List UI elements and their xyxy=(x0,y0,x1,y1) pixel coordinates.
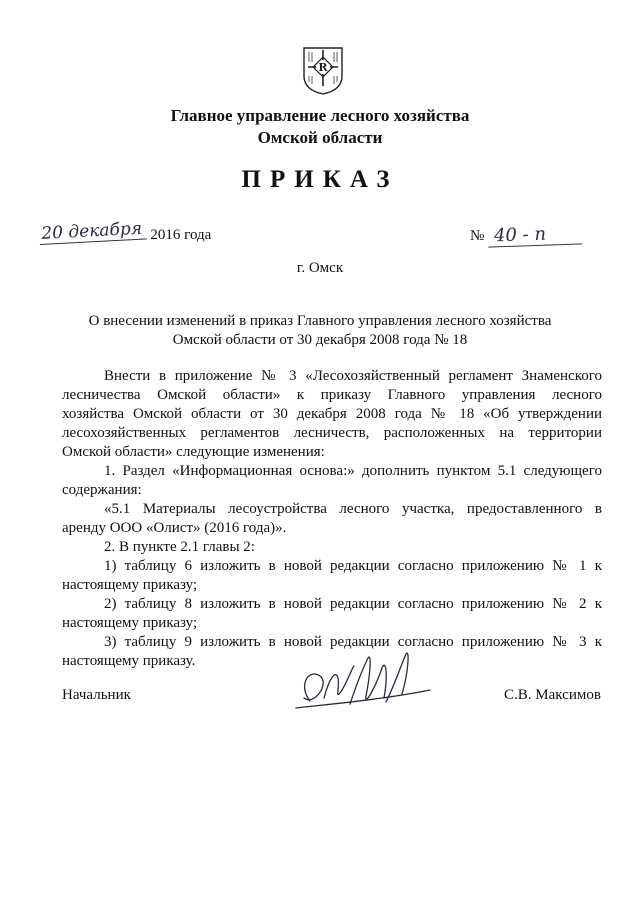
subject-line-2: Омской области от 30 декабря 2008 года № 18 xyxy=(172,332,468,348)
document-title: ПРИКАЗ xyxy=(241,166,399,193)
body-line: аренду ООО «Олист» (2016 года)». xyxy=(62,520,287,536)
body-line: «5.1 Материалы лесоустройства лесного участка, предоставленного в xyxy=(104,501,602,517)
number-sign: № xyxy=(470,228,485,244)
handwritten-signature xyxy=(290,646,440,726)
date-year: 2016 года xyxy=(150,227,212,243)
body-line: настоящему приказу. xyxy=(62,653,196,669)
organization-name-line1: Главное управление лесного хозяйства xyxy=(170,106,470,125)
body-line: лесничества Омской области» к приказу Главного управления лесного xyxy=(62,387,602,403)
body-line: настоящему приказу; xyxy=(62,577,198,593)
signatory-position: Начальник xyxy=(62,687,131,703)
organization-name-line2: Омской области xyxy=(257,128,383,147)
document-date xyxy=(40,218,212,245)
body-line: 3) таблицу 9 изложить в новой редакции согласно приложению № 3 к xyxy=(104,634,602,650)
body-line: настоящему приказу; xyxy=(62,615,198,631)
body-line: 1) таблицу 6 изложить в новой редакции согласно приложению № 1 к xyxy=(104,558,602,574)
signatory-name: С.В. Максимов xyxy=(504,687,601,703)
body-line: хозяйства Омской области от 30 декабря 2008 года № 18 «Об утверждении xyxy=(62,406,602,422)
svg-text:R: R xyxy=(318,61,328,74)
body-line: Внести в приложение № 3 «Лесохозяйственный регламент Знаменского xyxy=(104,368,602,384)
body-line: содержания: xyxy=(62,482,142,498)
body-line: Омской области» следующие изменения: xyxy=(62,444,325,460)
handwritten-number: 40 - п xyxy=(488,222,583,247)
subject-line-1: О внесении изменений в приказ Главного управления лесного хозяйства xyxy=(88,313,552,329)
body-line: лесохозяйственных регламентов лесничеств, расположенных на территории xyxy=(62,425,602,441)
body-line: 2. В пункте 2.1 главы 2: xyxy=(104,539,255,555)
handwritten-date: 20 декабря xyxy=(39,218,147,245)
body-line: 2) таблицу 8 изложить в новой редакции согласно приложению № 2 к xyxy=(104,596,602,612)
city: г. Омск xyxy=(296,260,344,276)
document-number xyxy=(470,224,582,246)
body-line: 1. Раздел «Информационная основа:» дополнить пунктом 5.1 следующего xyxy=(104,463,602,479)
coat-of-arms-emblem xyxy=(302,46,344,96)
